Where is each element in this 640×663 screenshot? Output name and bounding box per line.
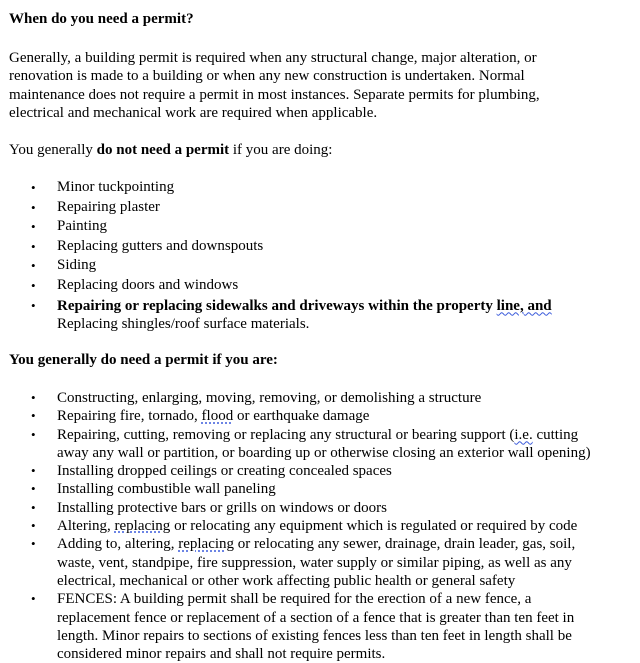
list-item: • Constructing, enlarging, moving, removing, or demolishing a structure: [31, 390, 482, 406]
no-permit-lead: [9, 141, 631, 159]
intro-line: Generally, a building permit is required when any structural change, major alteration, or: [9, 50, 537, 66]
spellcheck-mark: line,: [496, 297, 524, 314]
no-permit-list: [9, 178, 634, 333]
spellcheck-mark: replacing: [178, 536, 235, 553]
list-item: • Repairing, cutting, removing or replacing any structural or bearing support (i.e. cutting away any wall or partition, or boarding up or otherwise closing an exterior wall opening): [31, 426, 591, 461]
bullet-icon: •: [31, 390, 36, 405]
list-item: • Repairing or replacing sidewalks and driveways within the property line, and Replacing shingles/roof surface materials.: [31, 297, 552, 332]
need-permit-list: [9, 389, 634, 663]
page-title: When do you need a permit?: [9, 11, 194, 27]
list-item: • Repairing fire, tornado, flood or earthquake damage: [31, 408, 370, 425]
intro-line: maintenance does not require a permit in most instances. Separate permits for plumbing,: [9, 86, 540, 103]
list-item: • Repairing plaster: [9, 198, 634, 218]
list-item: • Installing combustible wall paneling: [31, 481, 276, 498]
list-item: • Installing protective bars or grills on windows or doors: [31, 499, 387, 516]
intro-line: renovation is made to a building or when any new construction is undertaken. Normal: [9, 68, 525, 85]
list-item: • Minor tuckpointing: [9, 178, 634, 198]
lead-emphasis: do not need a permit: [96, 142, 230, 158]
list-item: • Installing dropped ceilings or creating concealed spaces: [31, 463, 392, 480]
bullet-icon: •: [31, 536, 36, 552]
lead-text: You generally: [9, 142, 97, 158]
need-permit-heading: You generally do need a permit if you are:: [9, 352, 278, 368]
list-item: • Adding to, altering, replacing or relocating any sewer, drainage, drain leader, gas, soil, waste, vent, standpipe, fire suppression, water supply or similar piping, as well as any electrical, mechanical or other work affecting public health or general safety: [31, 536, 576, 589]
bullet-icon: •: [31, 180, 36, 195]
bullet-icon: •: [31, 518, 36, 534]
list-item: • Altering, replacing or relocating any equipment which is regulated or required by code: [31, 518, 578, 535]
bullet-icon: •: [31, 258, 36, 274]
bullet-icon: •: [31, 481, 36, 497]
bullet-icon: •: [31, 199, 36, 215]
spellcheck-mark: i.e.: [514, 426, 533, 443]
list-item: • Painting: [9, 217, 634, 237]
bullet-icon: •: [31, 297, 36, 313]
intro-paragraph: [9, 49, 631, 122]
list-item: • Replacing gutters and downspouts: [9, 237, 634, 257]
bullet-icon: •: [31, 408, 36, 424]
spellcheck-mark: flood: [201, 408, 234, 425]
bullet-icon: •: [31, 499, 36, 515]
intro-line: electrical and mechanical work are required when applicable.: [9, 104, 378, 121]
spellcheck-mark: replacing: [114, 518, 171, 535]
lead-text-end: if you are doing:: [229, 142, 333, 158]
bullet-icon: •: [31, 591, 36, 607]
bullet-icon: •: [31, 219, 36, 235]
list-item: • Siding: [9, 256, 634, 276]
bullet-icon: •: [31, 277, 36, 293]
list-item: • FENCES: A building permit shall be required for the erection of a new fence, a replacement fence or replacement of a section of a fence that is greater than ten feet in length. Minor repairs to sections of existing fences less than ten feet in length shall be considered minor repairs and shall not require permits.: [31, 591, 575, 663]
bullet-icon: •: [31, 426, 36, 442]
bullet-icon: •: [31, 463, 36, 479]
list-item: • Replacing doors and windows: [9, 276, 634, 296]
bullet-icon: •: [31, 238, 36, 254]
